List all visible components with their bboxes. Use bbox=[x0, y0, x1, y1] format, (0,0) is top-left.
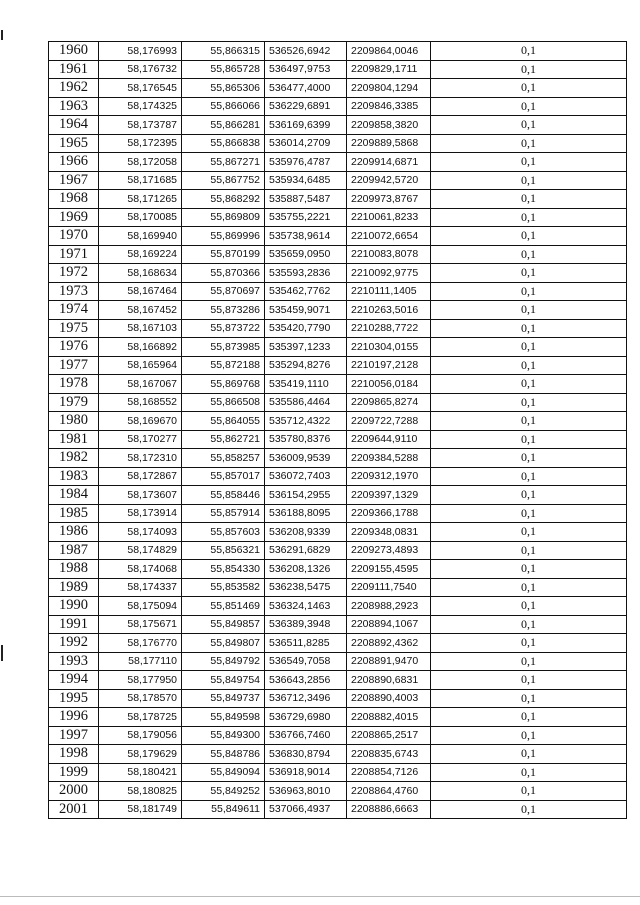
latitude-cell: 58,169670 bbox=[99, 412, 182, 431]
longitude-cell: 55,870697 bbox=[182, 282, 265, 301]
longitude-cell: 55,849094 bbox=[182, 763, 265, 782]
x-coordinate-cell: 536014,2709 bbox=[265, 134, 347, 153]
point-number-cell: 1979 bbox=[49, 393, 99, 412]
accuracy-cell: 0,1 bbox=[431, 264, 627, 283]
longitude-cell: 55,866838 bbox=[182, 134, 265, 153]
accuracy-cell: 0,1 bbox=[431, 449, 627, 468]
longitude-cell: 55,851469 bbox=[182, 597, 265, 616]
table-row bbox=[49, 541, 627, 560]
y-coordinate-cell: 2210092,9775 bbox=[347, 264, 431, 283]
accuracy-cell: 0,1 bbox=[431, 375, 627, 394]
x-coordinate-cell: 536188,8095 bbox=[265, 504, 347, 523]
x-coordinate-cell: 537066,4937 bbox=[265, 800, 347, 819]
longitude-cell: 55,869996 bbox=[182, 227, 265, 246]
x-coordinate-cell: 536291,6829 bbox=[265, 541, 347, 560]
accuracy-cell: 0,1 bbox=[431, 541, 627, 560]
point-number-cell: 1986 bbox=[49, 523, 99, 542]
latitude-cell: 58,175671 bbox=[99, 615, 182, 634]
accuracy-cell: 0,1 bbox=[431, 486, 627, 505]
y-coordinate-cell: 2209397,1329 bbox=[347, 486, 431, 505]
longitude-cell: 55,858446 bbox=[182, 486, 265, 505]
accuracy-cell: 0,1 bbox=[431, 79, 627, 98]
point-number-cell: 1963 bbox=[49, 97, 99, 116]
y-coordinate-cell: 2208892,4362 bbox=[347, 634, 431, 653]
table-row bbox=[49, 319, 627, 338]
longitude-cell: 55,867752 bbox=[182, 171, 265, 190]
point-number-cell: 1966 bbox=[49, 153, 99, 172]
x-coordinate-cell: 535294,8276 bbox=[265, 356, 347, 375]
y-coordinate-cell: 2209865,8274 bbox=[347, 393, 431, 412]
longitude-cell: 55,849792 bbox=[182, 652, 265, 671]
x-coordinate-cell: 535976,4787 bbox=[265, 153, 347, 172]
table-row bbox=[49, 652, 627, 671]
longitude-cell: 55,849611 bbox=[182, 800, 265, 819]
accuracy-cell: 0,1 bbox=[431, 504, 627, 523]
y-coordinate-cell: 2209155,4595 bbox=[347, 560, 431, 579]
accuracy-cell: 0,1 bbox=[431, 301, 627, 320]
x-coordinate-cell: 536169,6399 bbox=[265, 116, 347, 135]
y-coordinate-cell: 2209973,8767 bbox=[347, 190, 431, 209]
longitude-cell: 55,866281 bbox=[182, 116, 265, 135]
table-row bbox=[49, 393, 627, 412]
latitude-cell: 58,176732 bbox=[99, 60, 182, 79]
longitude-cell: 55,849598 bbox=[182, 708, 265, 727]
y-coordinate-cell: 2208890,6831 bbox=[347, 671, 431, 690]
table-row bbox=[49, 782, 627, 801]
x-coordinate-cell: 535593,2836 bbox=[265, 264, 347, 283]
longitude-cell: 55,853582 bbox=[182, 578, 265, 597]
table-row bbox=[49, 208, 627, 227]
x-coordinate-cell: 536154,2955 bbox=[265, 486, 347, 505]
table-row bbox=[49, 264, 627, 283]
latitude-cell: 58,173607 bbox=[99, 486, 182, 505]
latitude-cell: 58,178725 bbox=[99, 708, 182, 727]
table-row bbox=[49, 282, 627, 301]
point-number-cell: 1987 bbox=[49, 541, 99, 560]
accuracy-cell: 0,1 bbox=[431, 671, 627, 690]
longitude-cell: 55,849857 bbox=[182, 615, 265, 634]
table-row bbox=[49, 42, 627, 61]
x-coordinate-cell: 536511,8285 bbox=[265, 634, 347, 653]
y-coordinate-cell: 2209829,1711 bbox=[347, 60, 431, 79]
y-coordinate-cell: 2209864,0046 bbox=[347, 42, 431, 61]
latitude-cell: 58,172395 bbox=[99, 134, 182, 153]
y-coordinate-cell: 2208890,4003 bbox=[347, 689, 431, 708]
point-number-cell: 1972 bbox=[49, 264, 99, 283]
point-number-cell: 1965 bbox=[49, 134, 99, 153]
table-row bbox=[49, 356, 627, 375]
accuracy-cell: 0,1 bbox=[431, 708, 627, 727]
table-row bbox=[49, 116, 627, 135]
accuracy-cell: 0,1 bbox=[431, 245, 627, 264]
longitude-cell: 55,869809 bbox=[182, 208, 265, 227]
latitude-cell: 58,177110 bbox=[99, 652, 182, 671]
accuracy-cell: 0,1 bbox=[431, 412, 627, 431]
latitude-cell: 58,167452 bbox=[99, 301, 182, 320]
longitude-cell: 55,873985 bbox=[182, 338, 265, 357]
longitude-cell: 55,869768 bbox=[182, 375, 265, 394]
accuracy-cell: 0,1 bbox=[431, 116, 627, 135]
accuracy-cell: 0,1 bbox=[431, 726, 627, 745]
longitude-cell: 55,854330 bbox=[182, 560, 265, 579]
accuracy-cell: 0,1 bbox=[431, 97, 627, 116]
point-number-cell: 1967 bbox=[49, 171, 99, 190]
accuracy-cell: 0,1 bbox=[431, 578, 627, 597]
longitude-cell: 55,864055 bbox=[182, 412, 265, 431]
y-coordinate-cell: 2209722,7288 bbox=[347, 412, 431, 431]
table-row bbox=[49, 430, 627, 449]
margin-mark bbox=[1, 30, 3, 40]
latitude-cell: 58,176770 bbox=[99, 634, 182, 653]
point-number-cell: 1994 bbox=[49, 671, 99, 690]
latitude-cell: 58,168634 bbox=[99, 264, 182, 283]
table-row bbox=[49, 671, 627, 690]
x-coordinate-cell: 535459,9071 bbox=[265, 301, 347, 320]
latitude-cell: 58,171265 bbox=[99, 190, 182, 209]
accuracy-cell: 0,1 bbox=[431, 60, 627, 79]
y-coordinate-cell: 2209804,1294 bbox=[347, 79, 431, 98]
longitude-cell: 55,848786 bbox=[182, 745, 265, 764]
point-number-cell: 1971 bbox=[49, 245, 99, 264]
table-row bbox=[49, 504, 627, 523]
accuracy-cell: 0,1 bbox=[431, 560, 627, 579]
latitude-cell: 58,169940 bbox=[99, 227, 182, 246]
y-coordinate-cell: 2208882,4015 bbox=[347, 708, 431, 727]
point-number-cell: 1973 bbox=[49, 282, 99, 301]
x-coordinate-cell: 536643,2856 bbox=[265, 671, 347, 690]
y-coordinate-cell: 2209644,9110 bbox=[347, 430, 431, 449]
longitude-cell: 55,865306 bbox=[182, 79, 265, 98]
accuracy-cell: 0,1 bbox=[431, 208, 627, 227]
x-coordinate-cell: 536324,1463 bbox=[265, 597, 347, 616]
accuracy-cell: 0,1 bbox=[431, 134, 627, 153]
point-number-cell: 1970 bbox=[49, 227, 99, 246]
table-row bbox=[49, 227, 627, 246]
latitude-cell: 58,176545 bbox=[99, 79, 182, 98]
y-coordinate-cell: 2208894,1067 bbox=[347, 615, 431, 634]
table-row bbox=[49, 467, 627, 486]
latitude-cell: 58,174068 bbox=[99, 560, 182, 579]
x-coordinate-cell: 536729,6980 bbox=[265, 708, 347, 727]
longitude-cell: 55,870366 bbox=[182, 264, 265, 283]
y-coordinate-cell: 2210304,0155 bbox=[347, 338, 431, 357]
point-number-cell: 1978 bbox=[49, 375, 99, 394]
coordinates-table bbox=[48, 41, 627, 819]
longitude-cell: 55,858257 bbox=[182, 449, 265, 468]
latitude-cell: 58,179056 bbox=[99, 726, 182, 745]
point-number-cell: 1980 bbox=[49, 412, 99, 431]
point-number-cell: 1999 bbox=[49, 763, 99, 782]
latitude-cell: 58,175094 bbox=[99, 597, 182, 616]
point-number-cell: 1982 bbox=[49, 449, 99, 468]
table-row bbox=[49, 60, 627, 79]
x-coordinate-cell: 536072,7403 bbox=[265, 467, 347, 486]
point-number-cell: 1968 bbox=[49, 190, 99, 209]
point-number-cell: 2001 bbox=[49, 800, 99, 819]
longitude-cell: 55,849252 bbox=[182, 782, 265, 801]
point-number-cell: 1989 bbox=[49, 578, 99, 597]
table-row bbox=[49, 245, 627, 264]
accuracy-cell: 0,1 bbox=[431, 153, 627, 172]
latitude-cell: 58,180421 bbox=[99, 763, 182, 782]
y-coordinate-cell: 2210072,6654 bbox=[347, 227, 431, 246]
latitude-cell: 58,174829 bbox=[99, 541, 182, 560]
accuracy-cell: 0,1 bbox=[431, 356, 627, 375]
table-row bbox=[49, 412, 627, 431]
point-number-cell: 1981 bbox=[49, 430, 99, 449]
y-coordinate-cell: 2209914,6871 bbox=[347, 153, 431, 172]
point-number-cell: 1983 bbox=[49, 467, 99, 486]
y-coordinate-cell: 2210083,8078 bbox=[347, 245, 431, 264]
longitude-cell: 55,868292 bbox=[182, 190, 265, 209]
accuracy-cell: 0,1 bbox=[431, 338, 627, 357]
y-coordinate-cell: 2210061,8233 bbox=[347, 208, 431, 227]
point-number-cell: 1993 bbox=[49, 652, 99, 671]
latitude-cell: 58,173914 bbox=[99, 504, 182, 523]
y-coordinate-cell: 2210056,0184 bbox=[347, 375, 431, 394]
longitude-cell: 55,849737 bbox=[182, 689, 265, 708]
y-coordinate-cell: 2209273,4893 bbox=[347, 541, 431, 560]
y-coordinate-cell: 2210197,2128 bbox=[347, 356, 431, 375]
table-row bbox=[49, 153, 627, 172]
x-coordinate-cell: 535755,2221 bbox=[265, 208, 347, 227]
longitude-cell: 55,857017 bbox=[182, 467, 265, 486]
x-coordinate-cell: 536549,7058 bbox=[265, 652, 347, 671]
y-coordinate-cell: 2209348,0831 bbox=[347, 523, 431, 542]
longitude-cell: 55,866315 bbox=[182, 42, 265, 61]
x-coordinate-cell: 536963,8010 bbox=[265, 782, 347, 801]
table-row bbox=[49, 708, 627, 727]
point-number-cell: 1964 bbox=[49, 116, 99, 135]
y-coordinate-cell: 2209942,5720 bbox=[347, 171, 431, 190]
latitude-cell: 58,179629 bbox=[99, 745, 182, 764]
table-row bbox=[49, 745, 627, 764]
y-coordinate-cell: 2208864,4760 bbox=[347, 782, 431, 801]
y-coordinate-cell: 2209858,3820 bbox=[347, 116, 431, 135]
longitude-cell: 55,849807 bbox=[182, 634, 265, 653]
table-row bbox=[49, 301, 627, 320]
x-coordinate-cell: 536477,4000 bbox=[265, 79, 347, 98]
longitude-cell: 55,873722 bbox=[182, 319, 265, 338]
accuracy-cell: 0,1 bbox=[431, 689, 627, 708]
point-number-cell: 1997 bbox=[49, 726, 99, 745]
table-row bbox=[49, 726, 627, 745]
latitude-cell: 58,176993 bbox=[99, 42, 182, 61]
table-row bbox=[49, 578, 627, 597]
point-number-cell: 1975 bbox=[49, 319, 99, 338]
y-coordinate-cell: 2209366,1788 bbox=[347, 504, 431, 523]
x-coordinate-cell: 536389,3948 bbox=[265, 615, 347, 634]
table-row bbox=[49, 375, 627, 394]
accuracy-cell: 0,1 bbox=[431, 467, 627, 486]
accuracy-cell: 0,1 bbox=[431, 319, 627, 338]
y-coordinate-cell: 2209846,3385 bbox=[347, 97, 431, 116]
table-row bbox=[49, 689, 627, 708]
page-bottom-rule bbox=[0, 896, 640, 897]
table-row bbox=[49, 800, 627, 819]
y-coordinate-cell: 2210111,1405 bbox=[347, 282, 431, 301]
longitude-cell: 55,857914 bbox=[182, 504, 265, 523]
accuracy-cell: 0,1 bbox=[431, 227, 627, 246]
accuracy-cell: 0,1 bbox=[431, 800, 627, 819]
x-coordinate-cell: 536229,6891 bbox=[265, 97, 347, 116]
latitude-cell: 58,174337 bbox=[99, 578, 182, 597]
x-coordinate-cell: 535887,5487 bbox=[265, 190, 347, 209]
table-row bbox=[49, 449, 627, 468]
y-coordinate-cell: 2209111,7540 bbox=[347, 578, 431, 597]
point-number-cell: 2000 bbox=[49, 782, 99, 801]
x-coordinate-cell: 536238,5475 bbox=[265, 578, 347, 597]
y-coordinate-cell: 2209889,5868 bbox=[347, 134, 431, 153]
accuracy-cell: 0,1 bbox=[431, 430, 627, 449]
y-coordinate-cell: 2209384,5288 bbox=[347, 449, 431, 468]
y-coordinate-cell: 2210288,7722 bbox=[347, 319, 431, 338]
table-row bbox=[49, 523, 627, 542]
accuracy-cell: 0,1 bbox=[431, 190, 627, 209]
latitude-cell: 58,168552 bbox=[99, 393, 182, 412]
x-coordinate-cell: 536712,3496 bbox=[265, 689, 347, 708]
longitude-cell: 55,872188 bbox=[182, 356, 265, 375]
latitude-cell: 58,177950 bbox=[99, 671, 182, 690]
y-coordinate-cell: 2208854,7126 bbox=[347, 763, 431, 782]
table-row bbox=[49, 486, 627, 505]
x-coordinate-cell: 536208,9339 bbox=[265, 523, 347, 542]
longitude-cell: 55,866508 bbox=[182, 393, 265, 412]
longitude-cell: 55,865728 bbox=[182, 60, 265, 79]
y-coordinate-cell: 2209312,1970 bbox=[347, 467, 431, 486]
point-number-cell: 1991 bbox=[49, 615, 99, 634]
longitude-cell: 55,867271 bbox=[182, 153, 265, 172]
table-body bbox=[49, 42, 627, 819]
point-number-cell: 1960 bbox=[49, 42, 99, 61]
x-coordinate-cell: 535419,1110 bbox=[265, 375, 347, 394]
accuracy-cell: 0,1 bbox=[431, 597, 627, 616]
accuracy-cell: 0,1 bbox=[431, 171, 627, 190]
accuracy-cell: 0,1 bbox=[431, 282, 627, 301]
accuracy-cell: 0,1 bbox=[431, 393, 627, 412]
table-row bbox=[49, 97, 627, 116]
accuracy-cell: 0,1 bbox=[431, 634, 627, 653]
y-coordinate-cell: 2208891,9470 bbox=[347, 652, 431, 671]
margin-mark bbox=[1, 645, 3, 661]
y-coordinate-cell: 2208835,6743 bbox=[347, 745, 431, 764]
table-row bbox=[49, 338, 627, 357]
point-number-cell: 1969 bbox=[49, 208, 99, 227]
latitude-cell: 58,165964 bbox=[99, 356, 182, 375]
y-coordinate-cell: 2210263,5016 bbox=[347, 301, 431, 320]
longitude-cell: 55,857603 bbox=[182, 523, 265, 542]
table-row bbox=[49, 171, 627, 190]
x-coordinate-cell: 536766,7460 bbox=[265, 726, 347, 745]
table-row bbox=[49, 560, 627, 579]
x-coordinate-cell: 536497,9753 bbox=[265, 60, 347, 79]
accuracy-cell: 0,1 bbox=[431, 745, 627, 764]
x-coordinate-cell: 535738,9614 bbox=[265, 227, 347, 246]
latitude-cell: 58,181749 bbox=[99, 800, 182, 819]
latitude-cell: 58,172310 bbox=[99, 449, 182, 468]
longitude-cell: 55,873286 bbox=[182, 301, 265, 320]
longitude-cell: 55,849754 bbox=[182, 671, 265, 690]
x-coordinate-cell: 535420,7790 bbox=[265, 319, 347, 338]
point-number-cell: 1998 bbox=[49, 745, 99, 764]
longitude-cell: 55,849300 bbox=[182, 726, 265, 745]
table-row bbox=[49, 597, 627, 616]
point-number-cell: 1992 bbox=[49, 634, 99, 653]
table-row bbox=[49, 190, 627, 209]
latitude-cell: 58,170085 bbox=[99, 208, 182, 227]
point-number-cell: 1985 bbox=[49, 504, 99, 523]
latitude-cell: 58,169224 bbox=[99, 245, 182, 264]
y-coordinate-cell: 2208865,2517 bbox=[347, 726, 431, 745]
point-number-cell: 1976 bbox=[49, 338, 99, 357]
x-coordinate-cell: 535586,4464 bbox=[265, 393, 347, 412]
accuracy-cell: 0,1 bbox=[431, 782, 627, 801]
point-number-cell: 1961 bbox=[49, 60, 99, 79]
table-row bbox=[49, 763, 627, 782]
point-number-cell: 1962 bbox=[49, 79, 99, 98]
latitude-cell: 58,178570 bbox=[99, 689, 182, 708]
longitude-cell: 55,866066 bbox=[182, 97, 265, 116]
table-row bbox=[49, 134, 627, 153]
x-coordinate-cell: 535934,6485 bbox=[265, 171, 347, 190]
x-coordinate-cell: 536918,9014 bbox=[265, 763, 347, 782]
latitude-cell: 58,167103 bbox=[99, 319, 182, 338]
accuracy-cell: 0,1 bbox=[431, 615, 627, 634]
latitude-cell: 58,173787 bbox=[99, 116, 182, 135]
y-coordinate-cell: 2208988,2923 bbox=[347, 597, 431, 616]
latitude-cell: 58,166892 bbox=[99, 338, 182, 357]
accuracy-cell: 0,1 bbox=[431, 42, 627, 61]
latitude-cell: 58,180825 bbox=[99, 782, 182, 801]
latitude-cell: 58,167464 bbox=[99, 282, 182, 301]
x-coordinate-cell: 535659,0950 bbox=[265, 245, 347, 264]
latitude-cell: 58,171685 bbox=[99, 171, 182, 190]
longitude-cell: 55,870199 bbox=[182, 245, 265, 264]
x-coordinate-cell: 536208,1326 bbox=[265, 560, 347, 579]
point-number-cell: 1977 bbox=[49, 356, 99, 375]
point-number-cell: 1984 bbox=[49, 486, 99, 505]
latitude-cell: 58,174325 bbox=[99, 97, 182, 116]
accuracy-cell: 0,1 bbox=[431, 523, 627, 542]
latitude-cell: 58,172058 bbox=[99, 153, 182, 172]
table-row bbox=[49, 634, 627, 653]
x-coordinate-cell: 536009,9539 bbox=[265, 449, 347, 468]
point-number-cell: 1996 bbox=[49, 708, 99, 727]
table-row bbox=[49, 615, 627, 634]
longitude-cell: 55,862721 bbox=[182, 430, 265, 449]
latitude-cell: 58,174093 bbox=[99, 523, 182, 542]
accuracy-cell: 0,1 bbox=[431, 652, 627, 671]
x-coordinate-cell: 536830,8794 bbox=[265, 745, 347, 764]
x-coordinate-cell: 535462,7762 bbox=[265, 282, 347, 301]
x-coordinate-cell: 535712,4322 bbox=[265, 412, 347, 431]
longitude-cell: 55,856321 bbox=[182, 541, 265, 560]
point-number-cell: 1995 bbox=[49, 689, 99, 708]
table-row bbox=[49, 79, 627, 98]
latitude-cell: 58,172867 bbox=[99, 467, 182, 486]
x-coordinate-cell: 536526,6942 bbox=[265, 42, 347, 61]
y-coordinate-cell: 2208886,6663 bbox=[347, 800, 431, 819]
latitude-cell: 58,170277 bbox=[99, 430, 182, 449]
point-number-cell: 1988 bbox=[49, 560, 99, 579]
accuracy-cell: 0,1 bbox=[431, 763, 627, 782]
x-coordinate-cell: 535780,8376 bbox=[265, 430, 347, 449]
point-number-cell: 1990 bbox=[49, 597, 99, 616]
latitude-cell: 58,167067 bbox=[99, 375, 182, 394]
point-number-cell: 1974 bbox=[49, 301, 99, 320]
x-coordinate-cell: 535397,1233 bbox=[265, 338, 347, 357]
